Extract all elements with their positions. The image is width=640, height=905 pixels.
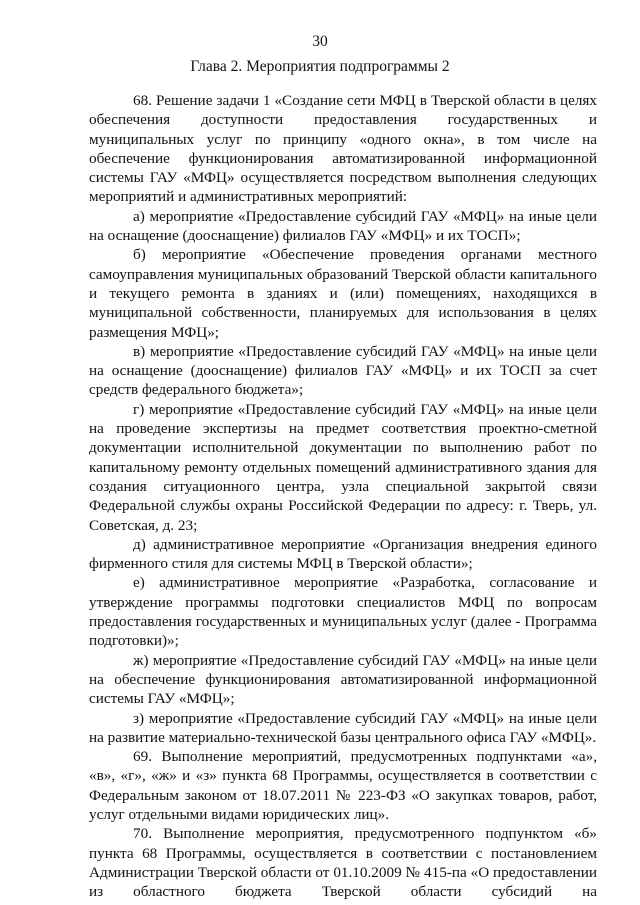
paragraph-68-zh: ж) мероприятие «Предоставление субсидий ГАУ «МФЦ» на иные цели на обеспечение функционирования автоматизированной информационной системы ГАУ «МФЦ»; xyxy=(89,651,597,708)
paragraph-70: 70. Выполнение мероприятия, предусмотренного подпунктом «б» пункта 68 Программы, осуществляется в соответствии с постановлением Администрации Тверской области от 01.10.2009 № 415-па «О предоставлении из областного бюджета Тверской области субсидий на xyxy=(89,825,597,901)
paragraph-68-g: г) мероприятие «Предоставление субсидий ГАУ «МФЦ» на иные цели на проведение экспертизы на предмет соответствия проектно-сметной документации исполнительной документации по выполнению работ по капитальному ремонту отдельных помещений административного здания для создания ситуационного центра, узла специальной закрытой связи Федеральной службы охраны Российской Федерации по адресу: г. Тверь, ул. Советская, д. 23; xyxy=(89,400,597,534)
paragraph-68-v: в) мероприятие «Предоставление субсидий ГАУ «МФЦ» на иные цели на оснащение (дооснащение) филиалов ГАУ «МФЦ» и их ТОСП за счет средств федерального бюджета»; xyxy=(89,342,597,399)
paragraph-68-z: з) мероприятие «Предоставление субсидий ГАУ «МФЦ» на иные цели на развитие материально-технической базы центрального офиса ГАУ «МФЦ». xyxy=(89,709,597,746)
paragraph-68: 68. Решение задачи 1 «Создание сети МФЦ в Тверской области в целях обеспечения доступности предоставления государственных и муниципальных услуг по принципу «одного окна», в том числе на обеспечение функционирования автоматизированной информационной системы ГАУ «МФЦ» осуществляется посредством выполнения следующих мероприятий и административных мероприятий: xyxy=(89,92,597,206)
paragraph-68-a: а) мероприятие «Предоставление субсидий ГАУ «МФЦ» на иные цели на оснащение (дооснащение) филиалов ГАУ «МФЦ» и их ТОСП»; xyxy=(89,207,597,245)
paragraph-69: 69. Выполнение мероприятий, предусмотренных подпунктами «а», «в», «г», «ж» и «з» пункта 68 Программы, осуществляется в соответствии с Федеральным законом от 18.07.2011 № 223-ФЗ «О закупках товаров, работ, услуг отдельными видами юридических лиц». xyxy=(89,748,597,823)
paragraph-68-b: б) мероприятие «Обеспечение проведения органами местного самоуправления муниципальных образований Тверской области капитального и текущего ремонта в зданиях и (или) помещениях, находящихся в муниципальной собственности, планируемых для использования в целях размещения МФЦ»; xyxy=(89,246,597,341)
paragraph-68-d: д) административное мероприятие «Организация внедрения единого фирменного стиля для системы МФЦ в Тверской области»; xyxy=(89,535,597,573)
paragraph-68-e: е) административное мероприятие «Разработка, согласование и утверждение программы подготовки специалистов МФЦ по вопросам предоставления государственных и муниципальных услуг (далее - Программа подготовки)»; xyxy=(89,574,597,650)
document-body xyxy=(89,91,597,901)
chapter-title: Глава 2. Мероприятия подпрограммы 2 xyxy=(190,58,450,75)
page-number: 30 xyxy=(312,33,328,50)
